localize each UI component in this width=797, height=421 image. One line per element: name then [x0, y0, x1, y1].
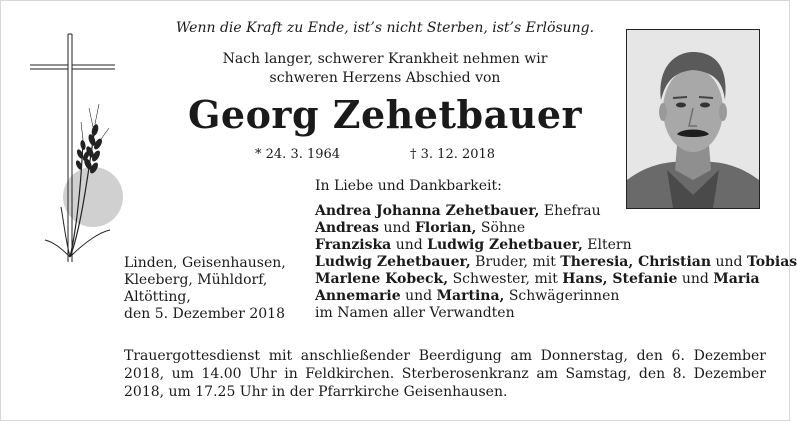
mourner-relation: und: [391, 237, 428, 253]
mourner-relation: Eltern: [582, 237, 632, 253]
mourner-name: Marlene Kobeck,: [315, 271, 449, 287]
place-line: den 5. Dezember 2018: [124, 306, 285, 322]
death-date: † 3. 12. 2018: [410, 147, 496, 162]
mourner-name: Ludwig Zehetbauer,: [427, 237, 583, 253]
place-line: Kleeberg, Mühldorf,: [124, 272, 268, 288]
portrait-image: [627, 30, 759, 208]
mourner-relation: und: [677, 271, 714, 287]
mourner-line: [315, 305, 797, 322]
mourner-name: Andrea Johanna Zehetbauer,: [315, 203, 540, 219]
mourner-relation: Ehefrau: [539, 203, 601, 219]
mourner-name: Andreas: [315, 220, 380, 236]
mourner-name: Martina,: [436, 288, 505, 304]
mourner-line: [315, 220, 797, 237]
birth-date: * 24. 3. 1964: [255, 147, 341, 162]
deceased-name: Georg Zehetbauer: [187, 92, 583, 137]
mourner-relation: Schwester, mit: [448, 271, 563, 287]
portrait-photo: [626, 29, 760, 209]
thanks-heading: In Liebe und Dankbarkeit:: [315, 178, 502, 194]
mourner-name: Theresia, Christian: [560, 254, 712, 270]
mourner-line: [315, 288, 797, 305]
mourner-relation: Söhne: [476, 220, 526, 236]
intro-line-1: Nach langer, schwerer Krankheit nehmen wir: [222, 51, 548, 67]
cross-with-wheat-icon: [25, 32, 120, 267]
mourner-relation: und: [400, 288, 437, 304]
intro-line-2: schweren Herzens Abschied von: [269, 70, 501, 86]
mourner-name: Hans, Stefanie: [562, 271, 678, 287]
mourner-name: Ludwig Zehetbauer,: [315, 254, 471, 270]
mourner-name: Florian,: [414, 220, 477, 236]
mourner-name: Annemarie: [315, 288, 401, 304]
intro-text: [150, 50, 620, 88]
place-line: Linden, Geisenhausen,: [124, 255, 286, 271]
place-and-date: [124, 255, 286, 323]
mourner-name: Tobias: [746, 254, 797, 270]
mourner-line: [315, 254, 797, 271]
service-info: Trauergottesdienst mit anschließender Beerdigung am Donnerstag, den 6. Dezember 2018, um 14.00 Uhr in Feldkirchen. Sterberosenkranz am Samstag, den 8. Dezember 2018, um 17.25 Uhr in der Pfarrkirche Geisenhausen.: [124, 348, 766, 400]
mourner-relation: und: [711, 254, 747, 270]
mourner-relation: und: [379, 220, 415, 236]
mourners-list: [315, 203, 797, 322]
place-line: Altötting,: [124, 289, 191, 305]
mourner-relation: Schwägerinnen: [504, 288, 620, 304]
motto: Wenn die Kraft zu Ende, ist’s nicht Sterben, ist’s Erlösung.: [175, 20, 595, 36]
mourner-line: [315, 237, 797, 254]
mourner-relation: Bruder, mit: [470, 254, 561, 270]
mourner-name: Franziska: [315, 237, 392, 253]
mourner-line: [315, 271, 797, 288]
mourner-name: Maria: [713, 271, 760, 287]
mourner-relation: im Namen aller Verwandten: [315, 305, 515, 321]
